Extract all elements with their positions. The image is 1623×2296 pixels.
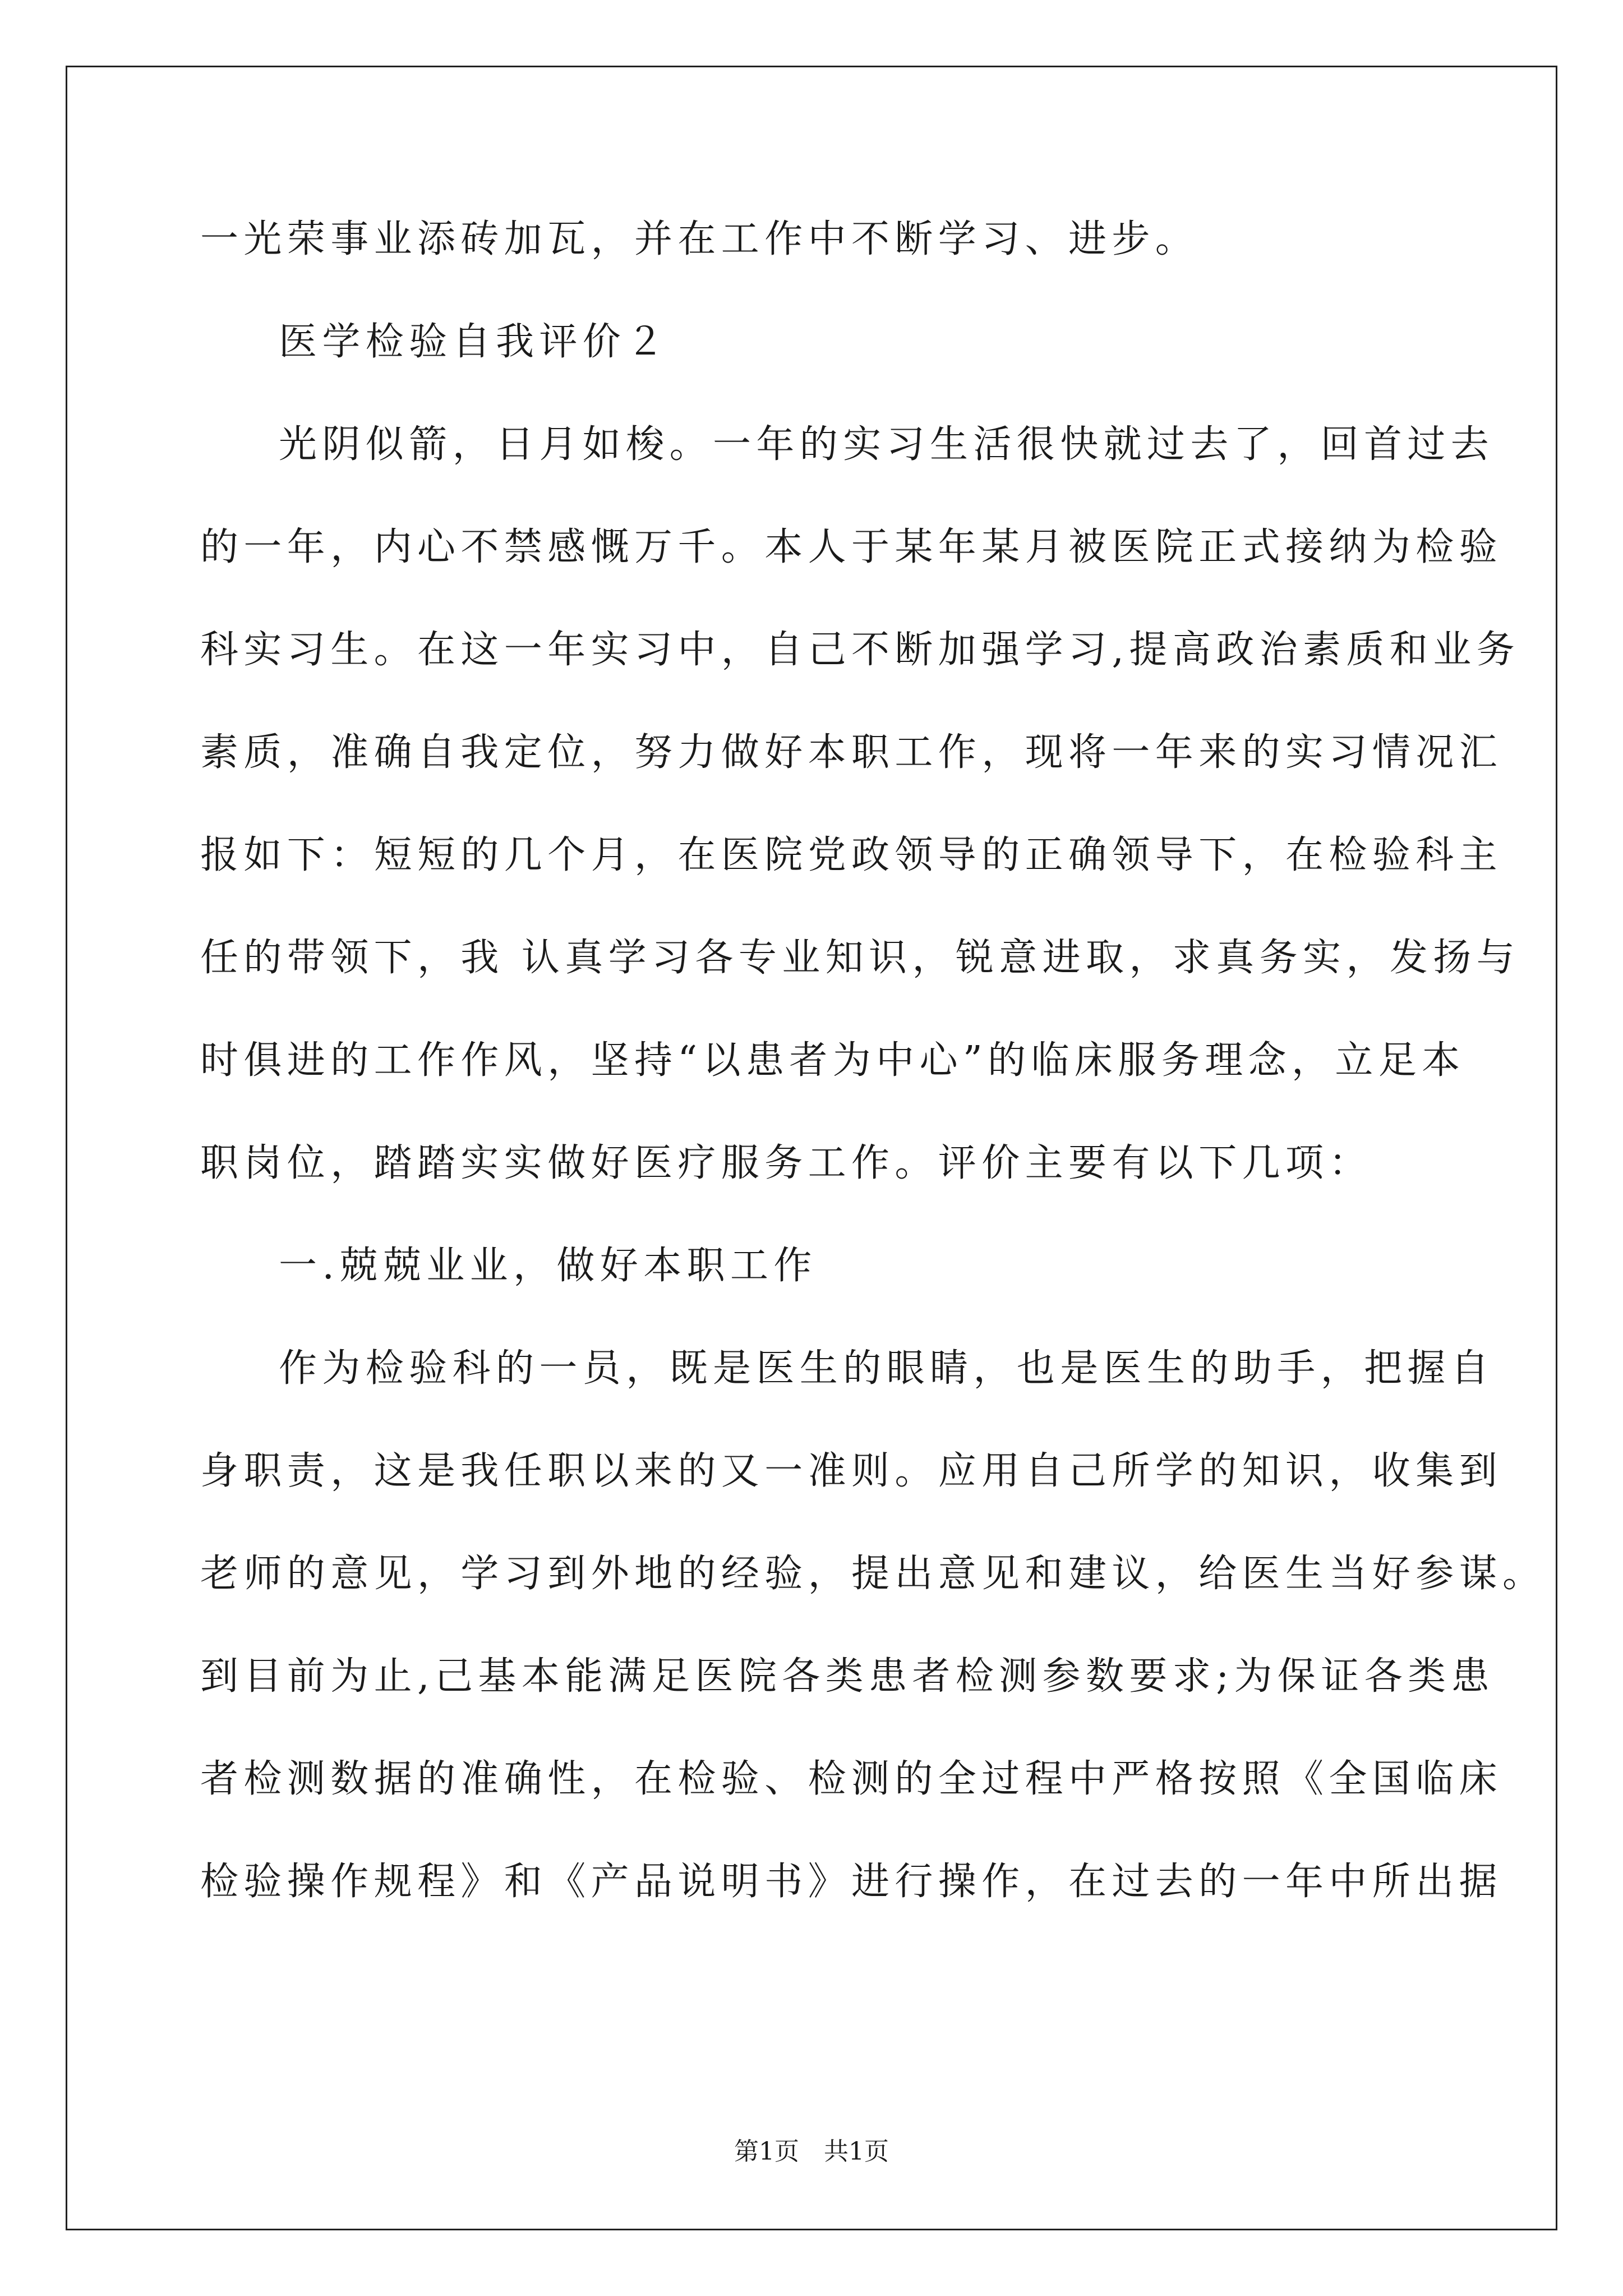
page-number-footer: 第1页 共1页 (734, 2137, 889, 2166)
text-line: 报如下：短短的几个月，在医院党政领导的正确领导下，在检验科主 (200, 833, 1503, 877)
text-line: 的一年，内心不禁感慨万千。本人于某年某月被医院正式接纳为检验 (200, 525, 1503, 569)
text-line: 一光荣事业添砖加瓦，并在工作中不断学习、进步。 (200, 217, 1199, 261)
text-line: 光阴似箭，日月如梭。一年的实习生活很快就过去了，回首过去 (279, 422, 1495, 467)
text-line: 职岗位，踏踏实实做好医疗服务工作。评价主要有以下几项： (200, 1141, 1372, 1185)
text-line: 到目前为止,己基本能满足医院各类患者检测参数要求;为保证各类患 (200, 1654, 1495, 1699)
text-line: 检验操作规程》和《产品说明书》进行操作，在过去的一年中所出据 (200, 1860, 1503, 1904)
text-line: 老师的意见，学习到外地的经验，提出意见和建议，给医生当好参谋。 (200, 1552, 1546, 1596)
text-line: 科实习生。在这一年实习中，自己不断加强学习,提高政治素质和业务 (200, 628, 1520, 672)
text-line: 身职责，这是我任职以来的又一准则。应用自己所学的知识，收集到 (200, 1449, 1503, 1493)
text-line: 者检测数据的准确性，在检验、检测的全过程中严格按照《全国临床 (200, 1757, 1503, 1801)
text-line: 任的带领下，我 认真学习各专业知识，锐意进取，求真务实，发扬与 (200, 936, 1520, 980)
subsection-heading: 一.兢兢业业，做好本职工作 (279, 1244, 817, 1288)
section-heading: 医学检验自我评价２ (279, 320, 670, 364)
text-line: 作为检验科的一员，既是医生的眼睛，也是医生的助手，把握自 (279, 1346, 1495, 1391)
document-body (200, 214, 1546, 1959)
text-line: 素质，准确自我定位，努力做好本职工作，现将一年来的实习情况汇 (200, 730, 1503, 775)
text-line: 时俱进的工作作风，坚持“以患者为中心”的临床服务理念，立足本 (200, 1038, 1465, 1083)
